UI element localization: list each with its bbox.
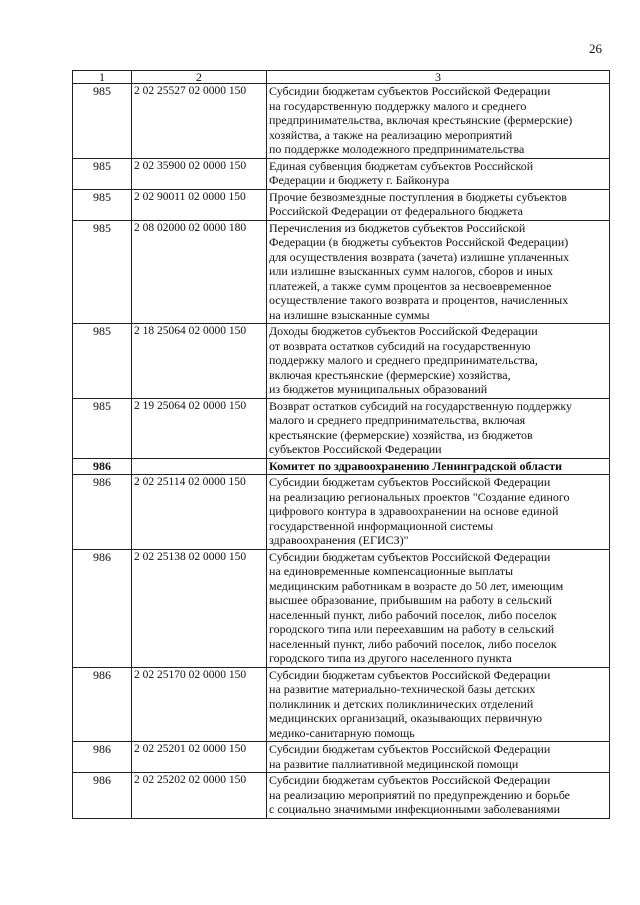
description-cell: Субсидии бюджетам субъектов Российской Федерации на развитие материально-технической базы детских поликлиник и детских поликлинических отделений медицинских организаций, оказывающих первичную медико-санитарную помощь bbox=[267, 667, 610, 742]
table-row bbox=[73, 84, 610, 159]
admin-code-cell: 986 bbox=[73, 742, 132, 773]
admin-code-cell: 986 bbox=[73, 475, 132, 550]
income-code-cell: 2 02 25201 02 0000 150 bbox=[132, 742, 267, 773]
admin-code-cell: 985 bbox=[73, 324, 132, 399]
description-cell: Субсидии бюджетам субъектов Российской Федерации на реализацию региональных проектов "Создание единого цифрового контура в здравоохранении на основе единой государственной информационной системы здравоохранения (ЕГИСЗ)" bbox=[267, 475, 610, 550]
description-cell: Перечисления из бюджетов субъектов Российской Федерации (в бюджеты субъектов Российской Федерации) для осуществления возврата (зачета) излишне уплаченных или излишне взысканных сумм налогов, сборов и иных платежей, а также сумм процентов за несвоевременное осуществление такого возврата и процентов, начисленных на излишне взысканные суммы bbox=[267, 220, 610, 324]
income-code-cell: 2 19 25064 02 0000 150 bbox=[132, 398, 267, 458]
income-code-cell: 2 08 02000 02 0000 180 bbox=[132, 220, 267, 324]
admin-code-cell: 985 bbox=[73, 220, 132, 324]
table-row bbox=[73, 158, 610, 189]
table-row bbox=[73, 220, 610, 324]
income-code-cell: 2 18 25064 02 0000 150 bbox=[132, 324, 267, 399]
table-body bbox=[73, 84, 610, 819]
income-code-cell: 2 02 90011 02 0000 150 bbox=[132, 189, 267, 220]
table-header-row bbox=[73, 71, 610, 84]
description-cell: Субсидии бюджетам субъектов Российской Федерации на реализацию мероприятий по предупреждению и борьбе с социально значимыми инфекционными заболеваниями bbox=[267, 773, 610, 819]
table-row bbox=[73, 324, 610, 399]
admin-code-cell: 986 bbox=[73, 773, 132, 819]
admin-code-cell: 986 bbox=[73, 667, 132, 742]
description-cell: Прочие безвозмездные поступления в бюджеты субъектов Российской Федерации от федерального бюджета bbox=[267, 189, 610, 220]
income-code-cell bbox=[132, 458, 267, 475]
table-row bbox=[73, 475, 610, 550]
column-header-description: 3 bbox=[267, 71, 610, 84]
description-cell: Субсидии бюджетам субъектов Российской Федерации на государственную поддержку малого и среднего предпринимательства, включая крестьянские (фермерские) хозяйства, а также на реализацию мероприятий по поддержке молодежного предпринимательства bbox=[267, 84, 610, 159]
table-row bbox=[73, 742, 610, 773]
table-section-row bbox=[73, 458, 610, 475]
admin-code-cell: 985 bbox=[73, 84, 132, 159]
admin-code-cell: 985 bbox=[73, 398, 132, 458]
budget-classification-table bbox=[72, 70, 610, 819]
income-code-cell: 2 02 25170 02 0000 150 bbox=[132, 667, 267, 742]
table-row bbox=[73, 189, 610, 220]
income-code-cell: 2 02 35900 02 0000 150 bbox=[132, 158, 267, 189]
income-code-cell: 2 02 25202 02 0000 150 bbox=[132, 773, 267, 819]
table-row bbox=[73, 398, 610, 458]
admin-code-cell: 985 bbox=[73, 158, 132, 189]
column-header-admin: 1 bbox=[73, 71, 132, 84]
income-code-cell: 2 02 25138 02 0000 150 bbox=[132, 549, 267, 667]
income-code-cell: 2 02 25527 02 0000 150 bbox=[132, 84, 267, 159]
income-code-cell: 2 02 25114 02 0000 150 bbox=[132, 475, 267, 550]
description-cell: Доходы бюджетов субъектов Российской Федерации от возврата остатков субсидий на государственную поддержку малого и среднего предпринимательства, включая крестьянские (фермерские) хозяйства, из бюджетов муниципальных образований bbox=[267, 324, 610, 399]
column-header-code: 2 bbox=[132, 71, 267, 84]
description-cell: Субсидии бюджетам субъектов Российской Федерации на единовременные компенсационные выплаты медицинским работникам в возрасте до 50 лет, имеющим высшее образование, прибывшим на работу в сельский населенный пункт, либо рабочий поселок, либо поселок городского типа или переехавшим на работу в сельский населенный пункт, либо рабочий поселок, либо поселок городского типа из другого населенного пункта bbox=[267, 549, 610, 667]
admin-code-cell: 986 bbox=[73, 549, 132, 667]
description-cell: Единая субвенция бюджетам субъектов Российской Федерации и бюджету г. Байконура bbox=[267, 158, 610, 189]
description-cell: Комитет по здравоохранению Ленинградской области bbox=[267, 458, 610, 475]
page-number: 26 bbox=[589, 41, 602, 56]
table-row bbox=[73, 549, 610, 667]
table-row bbox=[73, 667, 610, 742]
admin-code-cell: 985 bbox=[73, 189, 132, 220]
admin-code-cell: 986 bbox=[73, 458, 132, 475]
description-cell: Субсидии бюджетам субъектов Российской Федерации на развитие паллиативной медицинской помощи bbox=[267, 742, 610, 773]
description-cell: Возврат остатков субсидий на государственную поддержку малого и среднего предпринимательства, включая крестьянские (фермерские) хозяйства, из бюджетов субъектов Российской Федерации bbox=[267, 398, 610, 458]
table-row bbox=[73, 773, 610, 819]
